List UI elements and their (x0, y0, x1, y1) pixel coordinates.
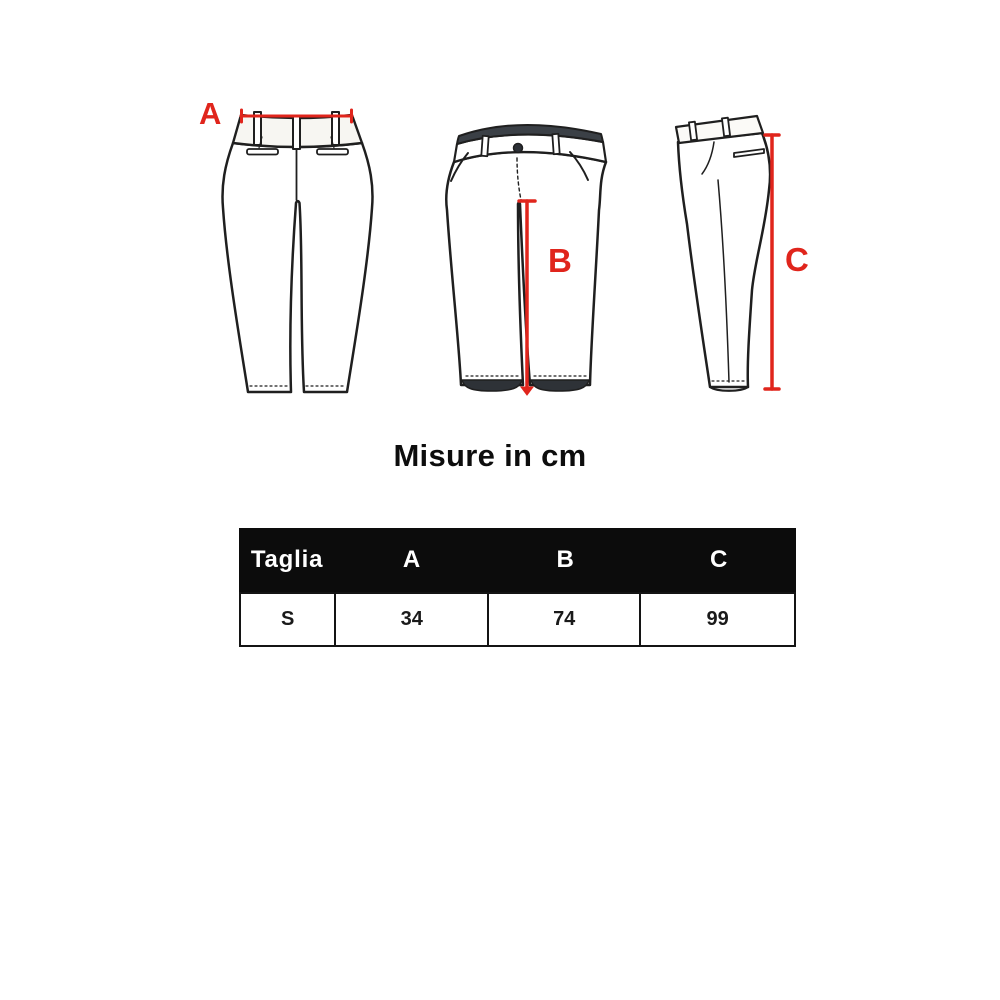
pants-side-view-illustration (655, 108, 805, 398)
waist-button (514, 144, 523, 153)
size-table-header-taglia: Taglia (250, 546, 324, 573)
belt-loop (552, 134, 559, 154)
belt-loop (293, 116, 300, 149)
back-pocket-welt (247, 149, 278, 155)
measure-label-b: B (548, 242, 573, 279)
belt-loop (722, 118, 730, 137)
measure-label-c: C (785, 241, 810, 278)
size-table-cell-c: 99 (706, 608, 729, 630)
size-table-header-c: C (710, 546, 729, 573)
back-pants-outline (222, 143, 372, 392)
size-table-header-row (239, 528, 796, 592)
size-table-cell-taglia: S (241, 594, 336, 645)
back-pocket-welt (317, 149, 348, 155)
front-hem-opening (531, 380, 589, 391)
size-table-header-a: A (402, 546, 421, 573)
size-table-cell-a: 34 (336, 594, 489, 645)
size-table-header-b: B (556, 546, 575, 573)
pants-front-view-illustration (430, 100, 610, 400)
belt-loop (481, 136, 488, 156)
belt-loop (689, 122, 697, 141)
size-table-cell-b: 74 (489, 594, 641, 645)
size-table-row (239, 592, 796, 647)
page-title: Misure in cm (393, 438, 587, 473)
pants-back-view-illustration (200, 95, 400, 405)
size-table (239, 528, 796, 647)
front-hem-opening (462, 380, 522, 391)
measure-label-a: A (199, 96, 222, 131)
